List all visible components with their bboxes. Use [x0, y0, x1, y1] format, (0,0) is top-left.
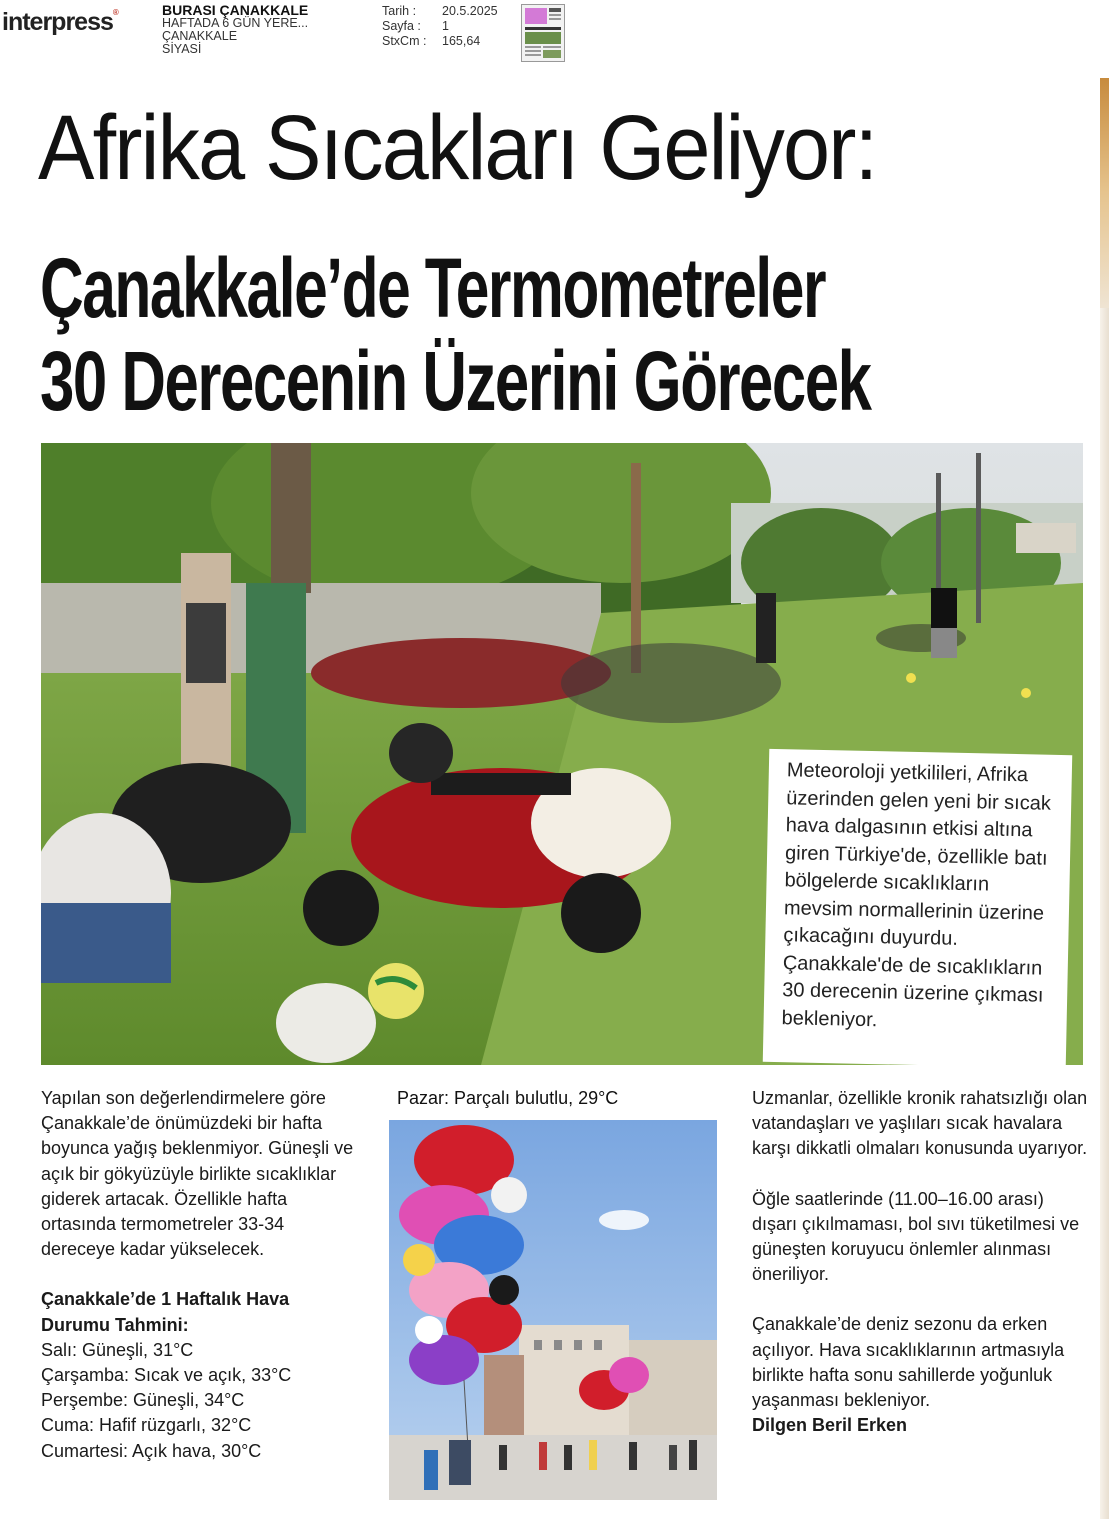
article-column-1 [41, 1086, 361, 1464]
page-label: Sayfa : [382, 19, 421, 33]
page-thumbnail[interactable] [521, 4, 565, 62]
date-label: Tarih : [382, 4, 417, 18]
col3-paragraph-1: Uzmanlar, özellikle kronik rahatsızlığı olan vatandaşları ve yaşlıları sıcak havalara karşı dikkatli olmaları konusunda uyarıyor. [752, 1088, 1088, 1159]
publication-name: BURASI ÇANAKKALE [162, 2, 309, 18]
headline-kicker: Afrika Sıcakları Geliyor: [38, 97, 877, 199]
page-row [382, 19, 498, 34]
date-value: 20.5.2025 [442, 4, 498, 18]
author-byline: Dilgen Beril Erken [752, 1415, 908, 1436]
forecast-sunday: Pazar: Parçalı bulutlu, 29°C [397, 1088, 619, 1108]
balloon-vendor-photo [389, 1120, 717, 1500]
logo-text: interpress [2, 8, 113, 36]
col3-paragraph-2: Öğle saatlerinde (11.00–16.00 arası) dışarı çıkılmaması, bol sıvı tüketilmesi ve güneşten koruyucu önlemler alınması öneriliyor. [752, 1188, 1080, 1285]
registered-mark: ® [112, 8, 118, 17]
publication-category: SİYASİ [162, 42, 202, 56]
forecast-title: Çanakkale’de 1 Haftalık Hava Durumu Tahmini: [41, 1289, 290, 1335]
interpress-logo [2, 8, 118, 37]
publication-city: ÇANAKKALE [162, 29, 238, 43]
article-column-3 [752, 1086, 1092, 1438]
col3-paragraph-3: Çanakkale’de deniz sezonu da erken açılıyor. Hava sıcaklıklarının artmasıyla birlikte hafta sonu sahillerde yoğunluk yaşanması bekleniyor. [752, 1314, 1065, 1411]
page-value: 1 [442, 19, 449, 33]
publication-info [162, 4, 308, 56]
forecast-thursday: Perşembe: Güneşli, 34°C [41, 1390, 245, 1411]
forecast-saturday: Cumartesi: Açık hava, 30°C [41, 1440, 262, 1461]
headline-main-line-1: Çanakkale’de Termometreler [40, 241, 826, 335]
forecast-tuesday: Salı: Güneşli, 31°C [41, 1339, 194, 1360]
stxcm-value: 165,64 [442, 34, 481, 48]
publication-frequency: HAFTADA 6 GÜN YERE... [162, 16, 309, 30]
clipping-meta [382, 4, 498, 49]
intro-paragraph: Yapılan son değerlendirmelere göre Çanakkale’de önümüzdeki bir hafta boyunca yağış beklenmiyor. Güneşli ve açık bir gökyüzüyle birlikte sıcaklıklar giderek artacak. Özellikle hafta ortasında termometreler 33-34 dereceye kadar yükselecek. [41, 1088, 354, 1260]
headline-main-line-2: 30 Derecenin Üzerini Görecek [40, 334, 871, 428]
page-edge-ad-strip [1100, 78, 1109, 308]
photo-callout-box: Meteoroloji yetkilileri, Afrika üzerinden gelen yeni bir sıcak hava dalgasının etkisi altına giren Türkiye'de, özellikle batı bölgelerde sıcaklıkların mevsim normallerinin üzerine çıkacağını duyurdu. Çanakkale'de de sıcaklıkların 30 derecenin üzerine çıkması bekleniyor. [763, 749, 1072, 1068]
forecast-friday: Cuma: Hafif rüzgarlı, 32°C [41, 1415, 252, 1436]
forecast-wednesday: Çarşamba: Sıcak ve açık, 33°C [41, 1365, 292, 1386]
stxcm-row [382, 34, 498, 49]
date-row [382, 4, 498, 19]
stxcm-label: StxCm : [382, 34, 427, 48]
